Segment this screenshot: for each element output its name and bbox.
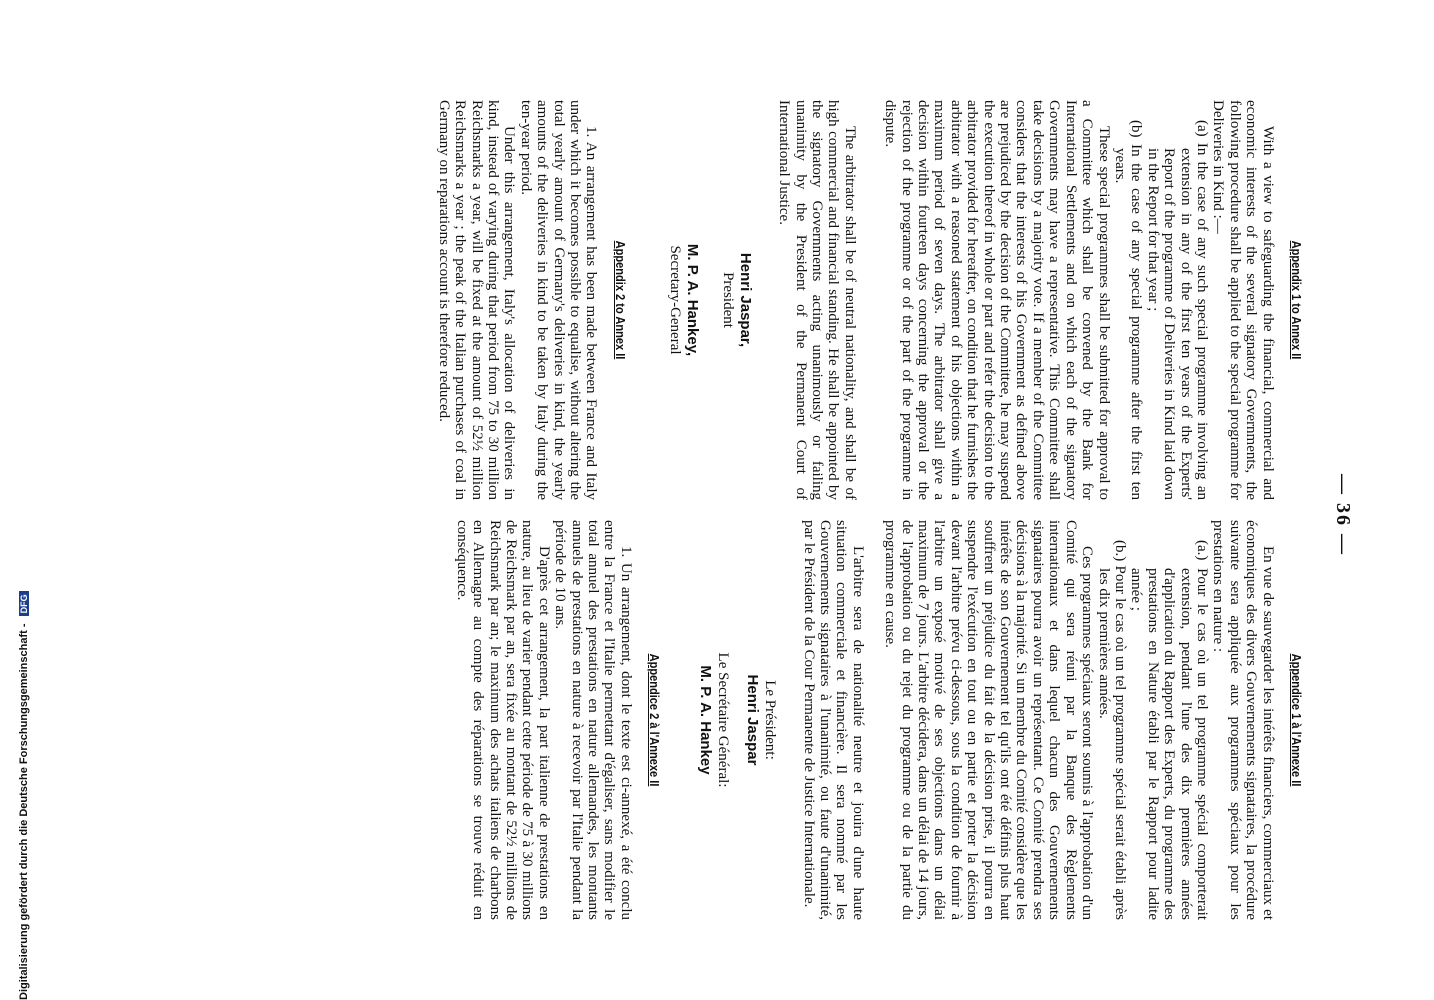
fr-sig2-name: M. P. A. Hankey xyxy=(697,665,715,775)
en-item-b-label: (b) xyxy=(1128,120,1145,138)
en-item-a-label: (a) xyxy=(1193,120,1210,137)
en-item-b xyxy=(1112,100,1145,500)
fr-paragraph-3: L'arbitre sera de nationalité neutre et jouira d'une haute situation commerciale et financière. Il sera nommé par les Gouvernements signataires à l'unanimité, ou faute d'unanimité, par le Président de la Cour Permanente de Justice Internationale. xyxy=(800,520,866,920)
fr-sig1-title: Le Président: xyxy=(762,680,779,760)
en-paragraph-5: Under this arrangement, Italy's allocation of deliveries in kind, instead of varying during that period from 75 to 30 million Reichsmarks a year, will be fixed at the amount of 52½ million Reichsmarks a year ; the peak of the Italian purchases of coal in Germany on reparations account is therefore reduced. xyxy=(435,100,518,500)
en-item-a-text: In the case of any such special programme involving an extension in any of the first ten years of the Experts' Report of the programme of Deliveries in Kind laid down in the Report for that year ; xyxy=(1144,142,1210,500)
fr-paragraph-5: D'après cet arrangement, la part italienne de prestations en nature, au lieu de varier pendant cette période de 75 à 30 millions de Reichsmark par an, sera fixée au montant de 52½ millions de Reichsmark par an; le maximum des achats italiens de charbons en Allemagne au compte des réparations se trouve réduit en conséquence. xyxy=(453,520,552,920)
en-signature-president xyxy=(719,100,754,500)
footer-text: Digitalisierung gefördert durch die Deutsche Forschungsgemeinschaft - xyxy=(18,623,30,1000)
fr-item-b-text: Pour le cas où un tel programme spécial serait établi après les dix premières années. xyxy=(1095,565,1128,921)
fr-item-a-text: Pour le cas où un tel programme spécial comporterait extension, pendant l'une des dix premières années d'application du Rapport des Experts, du programme des prestations en Nature établi par le Rapport pour ladite année ; xyxy=(1128,568,1210,920)
fr-item-b xyxy=(1095,520,1128,920)
en-sig2-title: Secretary-General xyxy=(666,245,683,355)
appendix-1-heading-fr: Appendice 1 à l'Annexe II xyxy=(1289,653,1304,787)
en-sig1-name: Henri Jaspar, xyxy=(736,252,754,348)
fr-paragraph-4: 1. Un arrangement, dont le texte est ci-annexé, a été conclu entre la France et l'Italie permettant d'égaliser, sans modifier le total annuel des prestations en nature allemandes, les montants annuels de prestations en nature à recevoir par l'Italie pendant la période de 10 ans. xyxy=(552,520,634,920)
fr-signature-president xyxy=(743,520,778,920)
fr-signature-secretary xyxy=(696,520,731,920)
digitization-footer xyxy=(18,591,30,1000)
french-column xyxy=(453,520,1304,920)
appendix-2-heading-fr: Appendice 2 à l'Annexe II xyxy=(647,653,663,787)
fr-sig1-name: Henri Jaspar xyxy=(744,674,762,766)
en-paragraph-3: The arbitrator shall be of neutral nationality, and shall be of high commercial and financial standing. He shall be appointed by the signatory Governments acting unanimously or failing unanimity by the President of the Permanent Court of International Justice. xyxy=(776,100,858,500)
page-number: — 36 — xyxy=(1332,474,1354,556)
en-item-b-text: In the case of any special programme after the first ten years. xyxy=(1111,144,1145,501)
en-signature-secretary xyxy=(666,100,701,500)
fr-item-a xyxy=(1128,520,1210,920)
en-item-a xyxy=(1144,100,1210,500)
fr-item-b-label: (b.) xyxy=(1111,540,1128,562)
en-paragraph-4: 1. An arrangement has been made between France and Italy under which it becomes possible to equalise, without altering the total yearly amount of Germany's deliveries in kind, the yearly amounts of the deliveries in kind to be taken by Italy during the ten-year period. xyxy=(517,100,600,500)
fr-paragraph-2: Ces programmes spéciaux seront soumis à l'approbation d'un Comité qui sera réuni par la Banque des Règlements internationaux et dans lequel chacun des Gouvernements signataires pourra avoir un représentant. Ce Comité prendra ses décisions à la majorité. Si un membre du Comité considère que les intérêts de son Gouvernement tel qu'ils ont été définis plus haut souffrent un préjudice du fait de la décision prise, il pourra en suspendre l'exécution en tout ou en partie et porter la décision devant l'arbitre prévu ci-dessous, sous la condition de fournir à l'arbitre un exposé motivé de ses objections dans un délai maximum de 7 jours. L'arbitre décidera, dans un délai de 14 jours, de l'approbation ou du rejet du programme ou de la partie du programme en cause. xyxy=(882,520,1096,920)
en-sig2-name: M. P. A. Hankey, xyxy=(683,243,701,357)
fr-item-a-label: (a.) xyxy=(1193,540,1210,561)
fr-paragraph-1: En vue de sauvegarder les intérêts financiers, commerciaux et économiques des divers Gouvernements signataires, la procédure suivante sera appliquée aux programmes spéciaux pour les prestations en nature : xyxy=(1210,520,1276,920)
en-paragraph-1: With a view to safeguarding the financial, commercial and economic interests of the several signatory Governments, the following procedure shall be applied to the special programme for Deliveries in Kind :— xyxy=(1210,100,1276,500)
fr-sig2-title: Le Secrétaire Général: xyxy=(715,652,732,788)
dfg-logo: DFG xyxy=(19,591,29,616)
appendix-2-heading-en: Appendix 2 to Annex II xyxy=(612,240,628,360)
english-column xyxy=(435,100,1304,500)
en-paragraph-2: These special programmes shall be submitted for approval to a Committee which shall be convened by the Bank for International Settlements and on which each of the signatory Governments may have a representative. This Committee shall take decisions by a majority vote. If a member of the Committee considers that the interests of his Government as defined above are prejudiced by the decision of the Committee, he may suspend the execution thereof in whole or part and refer the decision to the arbitrator provided for hereafter, on condition that he furnishes the arbitrator with a reasoned statement of his objections within a maximum period of seven days. The arbitrator shall give a decision within fourteen days concerning the approval or the rejection of the programme or of the part of the programme in dispute. xyxy=(882,100,1112,500)
en-sig1-title: President xyxy=(719,272,736,328)
appendix-1-heading-en: Appendix 1 to Annex II xyxy=(1289,240,1304,360)
